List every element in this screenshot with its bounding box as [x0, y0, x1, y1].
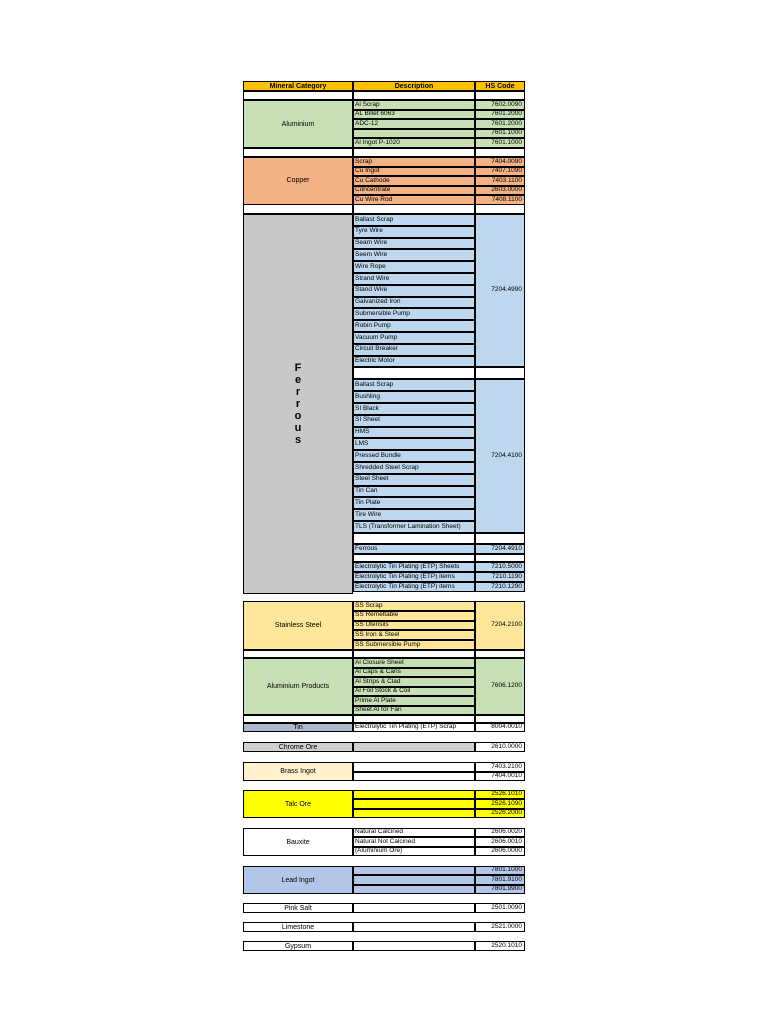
category-pink-salt: Pink Salt: [243, 903, 353, 913]
header-hs-code: HS Code: [475, 81, 525, 91]
spacer-cell: [353, 762, 475, 772]
spacer-cell: [243, 715, 353, 723]
category-ferrous: [243, 214, 353, 594]
hs-code-cell: 7602.0090: [475, 100, 525, 110]
spacer-cell: [475, 148, 525, 157]
description-cell: Circuit Breaker: [353, 344, 475, 356]
category-tin: Tin: [243, 723, 353, 732]
description-cell: Tire Wire: [353, 509, 475, 521]
description-cell: Scrap: [353, 157, 475, 167]
hs-code-cell: 7408.1100: [475, 195, 525, 205]
spacer-cell: [475, 533, 525, 544]
hs-code-block2: 7204.4100: [475, 379, 525, 532]
description-cell: Al Ingot P-1020: [353, 138, 475, 148]
ferrous-letter: r: [295, 385, 301, 398]
description-cell: (Aluminium Ore): [353, 847, 475, 856]
category-gypsum: Gypsum: [243, 941, 353, 951]
hs-code-cell: 7210.1290: [475, 582, 525, 592]
description-cell: Cu Cathode: [353, 176, 475, 186]
hs-code-cell: 7204.4910: [475, 544, 525, 554]
ferrous-letter: r: [295, 397, 301, 410]
description-cell: Seam Wire: [353, 238, 475, 250]
hs-code-cell: 7403.2100: [475, 762, 525, 772]
description-cell: Tin Plate: [353, 497, 475, 509]
spacer-cell: [243, 91, 353, 100]
description-cell: SS Remeltable: [353, 611, 475, 621]
description-cell: Stand Wire: [353, 285, 475, 297]
hs-code-cell: 7404.0010: [475, 772, 525, 782]
hs-code-cell: 2501.0090: [475, 903, 525, 913]
spacer-cell: [475, 91, 525, 100]
description-cell: Al Scrap: [353, 100, 475, 110]
description-cell: SS Utensils: [353, 621, 475, 631]
spacer-cell: [353, 91, 475, 100]
spacer-cell: [353, 772, 475, 782]
description-cell: Shredded Steel Scrap: [353, 462, 475, 474]
description-cell: Sheet Al for Fan: [353, 706, 475, 716]
description-cell: Robin Pump: [353, 320, 475, 332]
description-cell: Tyre Wire: [353, 226, 475, 238]
ferrous-letter: F: [294, 361, 302, 374]
description-cell: Wire Rope: [353, 261, 475, 273]
description-cell: Tin Can: [353, 486, 475, 498]
description-cell: Al Foil Stock & Coil: [353, 687, 475, 697]
description-cell: Ballast Scrap: [353, 379, 475, 391]
hs-code-cell: 2520.1010: [475, 941, 525, 951]
ferrous-letter: o: [294, 410, 302, 423]
description-cell: Cu Wire Rod: [353, 195, 475, 205]
spacer-cell: [353, 809, 475, 818]
spacer-cell: [353, 148, 475, 157]
spacer-cell: [353, 866, 475, 875]
description-cell: Steel Sheet: [353, 474, 475, 486]
description-cell: AL Billet 6063: [353, 110, 475, 120]
description-cell: Submersible Pump: [353, 308, 475, 320]
hs-code-cell: 2526.2000: [475, 809, 525, 818]
spacer-cell: [353, 903, 475, 913]
hs-code-cell: 2606.0020: [475, 828, 525, 837]
hs-code-cell: 7210.1190: [475, 572, 525, 582]
category-chrome-ore: Chrome Ore: [243, 742, 353, 752]
description-cell: Pressed Bundle: [353, 450, 475, 462]
spacer-cell: [353, 367, 475, 379]
category-stainless-steel: Stainless Steel: [243, 601, 353, 650]
ferrous-letter: u: [294, 422, 302, 435]
description-cell: Al Caps & Cans: [353, 668, 475, 678]
category-aluminium-products: Aluminium Products: [243, 658, 353, 715]
description-cell: SS Scrap: [353, 601, 475, 611]
hs-code-cell: 7601.1000: [475, 129, 525, 139]
spacer-cell: [353, 799, 475, 808]
hs-code-cell: 7407.1090: [475, 167, 525, 177]
description-cell: Seem Wire: [353, 249, 475, 261]
hs-code-cell: 2606.0010: [475, 837, 525, 846]
description-cell: Electrolytic Tin Plating (ETP) items: [353, 582, 475, 592]
description-cell: [353, 129, 475, 139]
description-cell: Concentrate: [353, 186, 475, 196]
spacer-cell: [353, 533, 475, 544]
hs-code-cell: 7606.1200: [475, 658, 525, 715]
description-cell: Galvanized Iron: [353, 297, 475, 309]
spacer-cell: [353, 650, 475, 658]
description-cell: Natural Not Calcined: [353, 837, 475, 846]
spacer-cell: [475, 367, 525, 379]
spacer-cell: [353, 875, 475, 884]
hs-code-cell: 2606.0000: [475, 847, 525, 856]
spacer-cell: [353, 742, 475, 752]
category-copper: Copper: [243, 157, 353, 205]
description-cell: Electrolytic Tin Plating (ETP) Sheets: [353, 562, 475, 572]
description-cell: SS Iron & Steel: [353, 630, 475, 640]
ferrous-letter: e: [294, 373, 302, 386]
spacer-cell: [353, 554, 475, 562]
category-talc-ore: Talc Ore: [243, 790, 353, 818]
description-cell: Al Strips & Clad: [353, 677, 475, 687]
hs-code-cell: 7801.9900: [475, 885, 525, 894]
spacer-cell: [353, 204, 475, 214]
hs-code-cell: 2610.0000: [475, 742, 525, 752]
hs-code-cell: 2603.0000: [475, 186, 525, 196]
hs-code-cell: 7801.1000: [475, 866, 525, 875]
spacer-cell: [475, 554, 525, 562]
header-description: Description: [353, 81, 475, 91]
spacer-cell: [243, 650, 353, 658]
description-cell: LMS: [353, 438, 475, 450]
description-cell: Cu Ingot: [353, 167, 475, 177]
spacer-cell: [475, 650, 525, 658]
description-cell: Bushling: [353, 391, 475, 403]
ferrous-letter: s: [294, 434, 302, 447]
hs-code-cell: 8004.0010: [475, 723, 525, 732]
description-cell: Ferrous: [353, 544, 475, 554]
category-bauxite: Bauxite: [243, 828, 353, 856]
hs-code-cell: 7601.2000: [475, 119, 525, 129]
hs-code-block1: 7204.4990: [475, 214, 525, 367]
description-cell: Vacuum Pump: [353, 332, 475, 344]
description-cell: ADC-12: [353, 119, 475, 129]
category-limestone: Limestone: [243, 922, 353, 932]
description-cell: Strand Wire: [353, 273, 475, 285]
description-cell: TLS (Transformer Lamination Sheet): [353, 521, 475, 533]
hs-code-cell: 7210.5000: [475, 562, 525, 572]
hs-code-cell: 2526.1010: [475, 790, 525, 799]
description-cell: Electrolytic Tin Plating (ETP) Scrap: [353, 723, 475, 732]
hs-code-cell: 7404.0090: [475, 157, 525, 167]
category-aluminium: Aluminium: [243, 100, 353, 148]
spacer-cell: [353, 941, 475, 951]
description-cell: Electrolytic Tin Plating (ETP) items: [353, 572, 475, 582]
hs-code-cell: 7601.1000: [475, 138, 525, 148]
description-cell: Natural Calcined: [353, 828, 475, 837]
hs-code-cell: 2521.0000: [475, 922, 525, 932]
description-cell: SI Black: [353, 403, 475, 415]
category-brass-ingot: Brass Ingot: [243, 762, 353, 781]
hs-code-cell: 2526.1090: [475, 799, 525, 808]
description-cell: SI Sheet: [353, 415, 475, 427]
description-cell: Al Closure Sheet: [353, 658, 475, 668]
spacer-cell: [475, 204, 525, 214]
spacer-cell: [353, 715, 475, 723]
header-category: Mineral Category: [243, 81, 353, 91]
description-cell: SS Submersible Pump: [353, 640, 475, 650]
description-cell: Ballast Scrap: [353, 214, 475, 226]
hs-code-cell: 7403.1100: [475, 176, 525, 186]
spacer-cell: [475, 715, 525, 723]
spacer-cell: [353, 885, 475, 894]
hs-code-cell: 7801.9100: [475, 875, 525, 884]
spacer-cell: [243, 204, 353, 214]
category-lead-ingot: Lead Ingot: [243, 866, 353, 894]
description-cell: HMS: [353, 427, 475, 439]
description-cell: Prime Al Plate: [353, 696, 475, 706]
spacer-cell: [353, 922, 475, 932]
hs-code-cell: 7601.2000: [475, 110, 525, 120]
spacer-cell: [243, 148, 353, 157]
spacer-cell: [353, 790, 475, 799]
hs-code-cell: 7204.2100: [475, 601, 525, 650]
description-cell: Electric Motor: [353, 356, 475, 368]
